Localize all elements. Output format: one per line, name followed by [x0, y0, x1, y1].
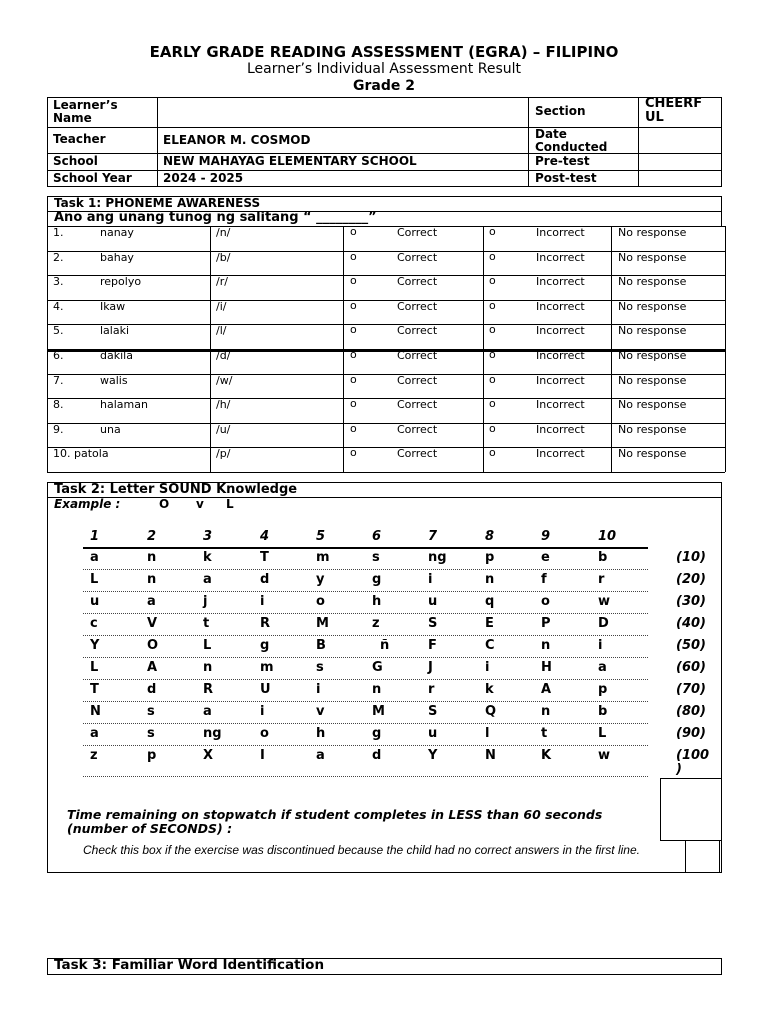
no-response-option[interactable]: No response — [618, 349, 687, 362]
row-count: (20) — [676, 572, 706, 587]
letter-cell[interactable]: M — [316, 616, 329, 631]
letter-cell[interactable]: T — [90, 682, 99, 697]
learner-name-field[interactable] — [163, 104, 523, 124]
row-count: (80) — [676, 704, 706, 719]
item-word: dakila — [100, 349, 133, 362]
row-divider — [83, 745, 648, 746]
letter-cell[interactable]: a — [203, 704, 212, 719]
item-sound: /p/ — [216, 447, 231, 461]
task1-title: Task 1: PHONEME AWARENESS — [54, 196, 261, 210]
letter-cell[interactable]: o — [260, 726, 269, 741]
letter-cell[interactable]: q — [485, 594, 495, 609]
correct-radio[interactable]: o — [350, 298, 357, 312]
letter-cell[interactable]: z — [372, 616, 380, 631]
letter-cell[interactable]: S — [428, 704, 438, 719]
letter-cell[interactable]: h — [316, 726, 326, 741]
row-divider — [83, 776, 648, 777]
school-year-value: 2024 - 2025 — [163, 171, 244, 185]
row-divider — [83, 679, 648, 680]
row-divider — [83, 657, 648, 658]
letter-cell[interactable]: V — [147, 616, 158, 631]
correct-label: Correct — [397, 250, 438, 264]
item-number: 9. — [53, 422, 64, 436]
letter-cell[interactable]: A — [147, 660, 158, 675]
incorrect-radio[interactable]: o — [489, 372, 496, 386]
column-number: 1 — [90, 529, 100, 544]
seconds-box[interactable] — [660, 778, 722, 841]
column-divider — [483, 226, 484, 472]
letter-cell[interactable]: n — [541, 638, 551, 653]
column-divider — [343, 226, 344, 472]
letter-cell[interactable]: r — [428, 682, 435, 697]
no-response-option[interactable]: No response — [618, 447, 687, 461]
correct-label: Correct — [397, 226, 438, 239]
time-remaining-instruction: Time remaining on stopwatch if student completes in LESS than 60 seconds (number of SECONDS) : — [67, 807, 603, 836]
pretest-field[interactable] — [640, 155, 720, 169]
letter-cell[interactable]: f — [541, 572, 547, 587]
letter-cell[interactable]: G — [372, 660, 383, 675]
column-number: 7 — [428, 529, 438, 544]
letter-cell[interactable]: O — [147, 638, 159, 653]
letter-cell[interactable]: C — [485, 638, 495, 653]
letter-cell[interactable]: n — [147, 572, 157, 587]
letter-cell[interactable]: B — [316, 638, 326, 653]
item-number: 10. patola — [53, 447, 109, 461]
letter-cell[interactable]: ng — [203, 726, 222, 741]
incorrect-radio[interactable]: o — [489, 397, 496, 411]
incorrect-label: Incorrect — [536, 275, 585, 289]
column-divider — [725, 226, 726, 472]
letter-cell[interactable]: w — [598, 594, 611, 609]
item-word: halaman — [100, 398, 148, 412]
row-divider — [83, 635, 648, 636]
row-divider — [83, 701, 648, 702]
row-divider — [83, 613, 648, 614]
incorrect-radio[interactable]: o — [489, 348, 496, 361]
letter-cell[interactable]: t — [203, 616, 210, 631]
correct-label: Correct — [397, 349, 438, 362]
teacher-label: Teacher — [53, 132, 106, 146]
item-number: 6. — [53, 349, 64, 362]
letter-cell[interactable]: b — [598, 704, 608, 719]
item-number: 5. — [53, 324, 64, 338]
table-top — [47, 226, 725, 227]
letter-cell[interactable]: k — [485, 682, 494, 697]
letter-cell[interactable]: a — [598, 660, 607, 675]
column-number: 4 — [260, 529, 270, 544]
item-word: Ikaw — [100, 299, 126, 313]
letter-cell[interactable]: u — [428, 726, 438, 741]
task2-title: Task 2: Letter SOUND Knowledge — [54, 482, 298, 497]
letter-cell[interactable]: N — [485, 748, 496, 763]
incorrect-label: Incorrect — [536, 250, 585, 264]
letter-cell[interactable]: z — [90, 748, 98, 763]
document-title: EARLY GRADE READING ASSESSMENT (EGRA) – FILIPINO — [149, 43, 619, 61]
letter-cell[interactable]: a — [90, 550, 99, 565]
correct-radio[interactable]: o — [350, 446, 357, 460]
correct-label: Correct — [397, 275, 438, 289]
letter-cell[interactable]: m — [260, 660, 274, 675]
letter-cell[interactable]: N — [90, 704, 101, 719]
item-sound: /b/ — [216, 250, 231, 264]
letter-cell[interactable]: A — [541, 682, 552, 697]
letter-cell[interactable]: r — [598, 572, 605, 587]
correct-label: Correct — [397, 373, 438, 387]
task1-question: Ano ang unang tunog ng salitang “ ________” — [54, 210, 377, 225]
column-divider — [611, 226, 612, 472]
task3-title: Task 3: Familiar Word Identification — [54, 957, 325, 973]
letter-cell[interactable]: b — [598, 550, 608, 565]
letter-cell[interactable]: n — [203, 660, 213, 675]
letter-cell[interactable]: p — [147, 748, 157, 763]
item-sound: /u/ — [216, 422, 231, 436]
letter-cell[interactable]: n — [541, 704, 551, 719]
no-response-option[interactable]: No response — [618, 250, 687, 264]
letter-cell[interactable]: u — [90, 594, 100, 609]
incorrect-label: Incorrect — [536, 226, 585, 239]
posttest-label: Post-test — [535, 171, 597, 185]
column-number: 10 — [598, 529, 617, 544]
letter-cell[interactable]: m — [316, 550, 330, 565]
letter-cell[interactable]: R — [260, 616, 271, 631]
letter-cell[interactable]: u — [428, 594, 438, 609]
incorrect-radio[interactable]: o — [489, 298, 496, 312]
item-sound: /n/ — [216, 226, 231, 239]
letter-cell[interactable]: i — [260, 594, 265, 609]
letter-cell[interactable]: o — [541, 594, 550, 609]
date-conducted-field[interactable] — [640, 129, 720, 151]
row-count: (70) — [676, 682, 706, 697]
letter-cell[interactable]: d — [147, 682, 157, 697]
letter-cell[interactable]: l — [485, 726, 490, 741]
letter-cell[interactable]: s — [147, 704, 155, 719]
letter-cell[interactable]: D — [598, 616, 609, 631]
row-count: (30) — [676, 594, 706, 609]
letter-cell[interactable]: c — [90, 616, 98, 631]
letter-cell[interactable]: a — [90, 726, 99, 741]
incorrect-label: Incorrect — [536, 398, 585, 412]
letter-cell[interactable]: I — [260, 748, 265, 763]
letter-cell[interactable]: U — [260, 682, 271, 697]
learner-name-label: Learner’s Name — [53, 98, 118, 125]
item-sound: /w/ — [216, 373, 233, 387]
letter-cell[interactable]: g — [372, 572, 382, 587]
column-number: 3 — [203, 529, 213, 544]
letter-cell[interactable]: n — [147, 550, 157, 565]
row-count: (10) — [676, 550, 706, 565]
school-year-label: School Year — [53, 171, 132, 185]
correct-radio[interactable]: o — [350, 421, 357, 435]
item-word: walis — [100, 373, 128, 387]
date-conducted-label: Date Conducted — [535, 127, 608, 154]
item-word: bahay — [100, 250, 134, 264]
row-count: (60) — [676, 660, 706, 675]
discontinued-instruction: Check this box if the exercise was discontinued because the child had no correct answers in the first line. — [83, 843, 640, 857]
letter-cell[interactable]: s — [147, 726, 155, 741]
letter-cell[interactable]: a — [203, 572, 212, 587]
section-value: CHEERF UL — [645, 96, 703, 125]
incorrect-label: Incorrect — [536, 373, 585, 387]
incorrect-radio[interactable]: o — [489, 274, 496, 288]
incorrect-label: Incorrect — [536, 324, 585, 338]
letter-cell[interactable]: L — [203, 638, 212, 653]
letter-cell[interactable]: e — [541, 550, 550, 565]
letter-cell[interactable]: i — [428, 572, 433, 587]
letter-cell[interactable]: d — [372, 748, 382, 763]
letter-cell[interactable]: s — [316, 660, 324, 675]
letter-cell[interactable]: p — [598, 682, 608, 697]
letter-cell[interactable]: n — [372, 682, 382, 697]
letter-cell[interactable]: L — [598, 726, 607, 741]
letter-cell[interactable]: k — [203, 550, 212, 565]
correct-label: Correct — [397, 299, 438, 313]
letter-cell[interactable]: p — [485, 550, 495, 565]
column-number: 9 — [541, 529, 551, 544]
correct-label: Correct — [397, 447, 438, 461]
incorrect-radio[interactable]: o — [489, 421, 496, 435]
letter-cell[interactable]: Y — [428, 748, 438, 763]
incorrect-radio[interactable]: o — [489, 249, 496, 263]
discontinued-checkbox[interactable] — [685, 840, 720, 873]
item-word: lalaki — [100, 324, 130, 338]
no-response-option[interactable]: No response — [618, 398, 687, 412]
letter-cell[interactable]: i — [598, 638, 603, 653]
letter-cell[interactable]: h — [372, 594, 382, 609]
pretest-label: Pre-test — [535, 154, 590, 168]
item-sound: /h/ — [216, 398, 231, 412]
letter-cell[interactable]: ñ — [380, 638, 390, 653]
letter-cell[interactable]: X — [203, 748, 214, 763]
letter-cell[interactable]: a — [316, 748, 325, 763]
correct-label: Correct — [397, 398, 438, 412]
correct-radio[interactable]: o — [350, 397, 357, 411]
example-letter: O — [159, 497, 170, 511]
letter-cell[interactable]: t — [541, 726, 548, 741]
document-subtitle: Learner’s Individual Assessment Result — [246, 61, 521, 77]
item-sound: /l/ — [216, 324, 227, 338]
no-response-option[interactable]: No response — [618, 324, 687, 338]
posttest-field[interactable] — [640, 171, 720, 185]
row-divider — [83, 569, 648, 570]
correct-label: Correct — [397, 324, 438, 338]
incorrect-radio[interactable]: o — [489, 323, 496, 337]
letter-cell[interactable]: j — [203, 594, 208, 609]
letter-cell[interactable]: ng — [428, 550, 447, 565]
row-count: (100 ) — [676, 748, 710, 777]
example-letter: v — [196, 497, 204, 511]
item-number: 8. — [53, 398, 64, 412]
item-word: nanay — [100, 226, 134, 239]
letter-cell[interactable]: i — [485, 660, 490, 675]
letter-cell[interactable]: y — [316, 572, 325, 587]
teacher-value: ELEANOR M. COSMOD — [163, 133, 311, 147]
letter-cell[interactable]: L — [90, 660, 99, 675]
incorrect-label: Incorrect — [536, 299, 585, 313]
row-count: (50) — [676, 638, 706, 653]
letter-cell[interactable]: w — [598, 748, 611, 763]
correct-radio[interactable]: o — [350, 323, 357, 337]
letter-cell[interactable]: d — [260, 572, 270, 587]
letter-cell[interactable]: i — [260, 704, 265, 719]
correct-radio[interactable]: o — [350, 372, 357, 386]
item-number: 7. — [53, 373, 64, 387]
correct-radio[interactable]: o — [350, 274, 357, 288]
letter-cell[interactable]: T — [260, 550, 269, 565]
row-divider — [83, 723, 648, 724]
item-sound: /r/ — [216, 275, 228, 289]
school-value: NEW MAHAYAG ELEMENTARY SCHOOL — [163, 154, 417, 168]
no-response-option[interactable]: No response — [618, 275, 687, 289]
no-response-option[interactable]: No response — [618, 226, 687, 239]
section-label: Section — [535, 104, 586, 118]
column-divider — [47, 226, 48, 472]
incorrect-label: Incorrect — [536, 447, 585, 461]
correct-radio[interactable]: o — [350, 249, 357, 263]
incorrect-label: Incorrect — [536, 349, 585, 362]
letter-cell[interactable]: g — [260, 638, 270, 653]
letter-cell[interactable]: s — [372, 550, 380, 565]
letter-cell[interactable]: S — [428, 616, 438, 631]
school-label: School — [53, 154, 98, 168]
letter-cell[interactable]: Q — [485, 704, 497, 719]
column-number: 2 — [147, 529, 157, 544]
letter-cell[interactable]: o — [316, 594, 325, 609]
column-divider — [210, 226, 211, 472]
incorrect-label: Incorrect — [536, 422, 585, 436]
letter-cell[interactable]: L — [90, 572, 99, 587]
item-number: 1. — [53, 226, 64, 239]
correct-radio[interactable]: o — [350, 225, 357, 238]
row-count: (90) — [676, 726, 706, 741]
letter-cell[interactable]: K — [541, 748, 552, 763]
item-sound: /i/ — [216, 299, 227, 313]
column-number: 8 — [485, 529, 495, 544]
item-number: 2. — [53, 250, 64, 264]
row-divider — [47, 472, 725, 473]
item-number: 3. — [53, 275, 64, 289]
example-label: Example : — [54, 497, 121, 511]
letter-cell[interactable]: F — [428, 638, 437, 653]
letter-cell[interactable]: v — [316, 704, 325, 719]
grade-label: Grade 2 — [353, 78, 415, 94]
correct-label: Correct — [397, 422, 438, 436]
letter-cell[interactable]: Y — [90, 638, 100, 653]
letter-cell[interactable]: g — [372, 726, 382, 741]
letter-cell[interactable]: M — [372, 704, 385, 719]
example-letter: L — [226, 497, 234, 511]
letter-cell[interactable]: i — [316, 682, 321, 697]
row-divider — [83, 591, 648, 592]
column-number: 5 — [316, 529, 326, 544]
letter-cell[interactable]: J — [428, 660, 433, 675]
item-word: una — [100, 422, 121, 436]
letter-cell[interactable]: n — [485, 572, 495, 587]
letter-cell[interactable]: H — [541, 660, 552, 675]
no-response-option[interactable]: No response — [618, 299, 687, 313]
incorrect-radio[interactable]: o — [489, 446, 496, 460]
letter-cell[interactable]: a — [147, 594, 156, 609]
incorrect-radio[interactable]: o — [489, 225, 496, 238]
correct-radio[interactable]: o — [350, 348, 357, 361]
column-number: 6 — [372, 529, 382, 544]
letter-cell[interactable]: R — [203, 682, 214, 697]
row-count: (40) — [676, 616, 706, 631]
item-word: repolyo — [100, 275, 142, 289]
letter-cell[interactable]: P — [541, 616, 551, 631]
no-response-option[interactable]: No response — [618, 373, 687, 387]
item-sound: /d/ — [216, 349, 231, 362]
letter-cell[interactable]: E — [485, 616, 494, 631]
no-response-option[interactable]: No response — [618, 422, 687, 436]
item-number: 4. — [53, 299, 64, 313]
